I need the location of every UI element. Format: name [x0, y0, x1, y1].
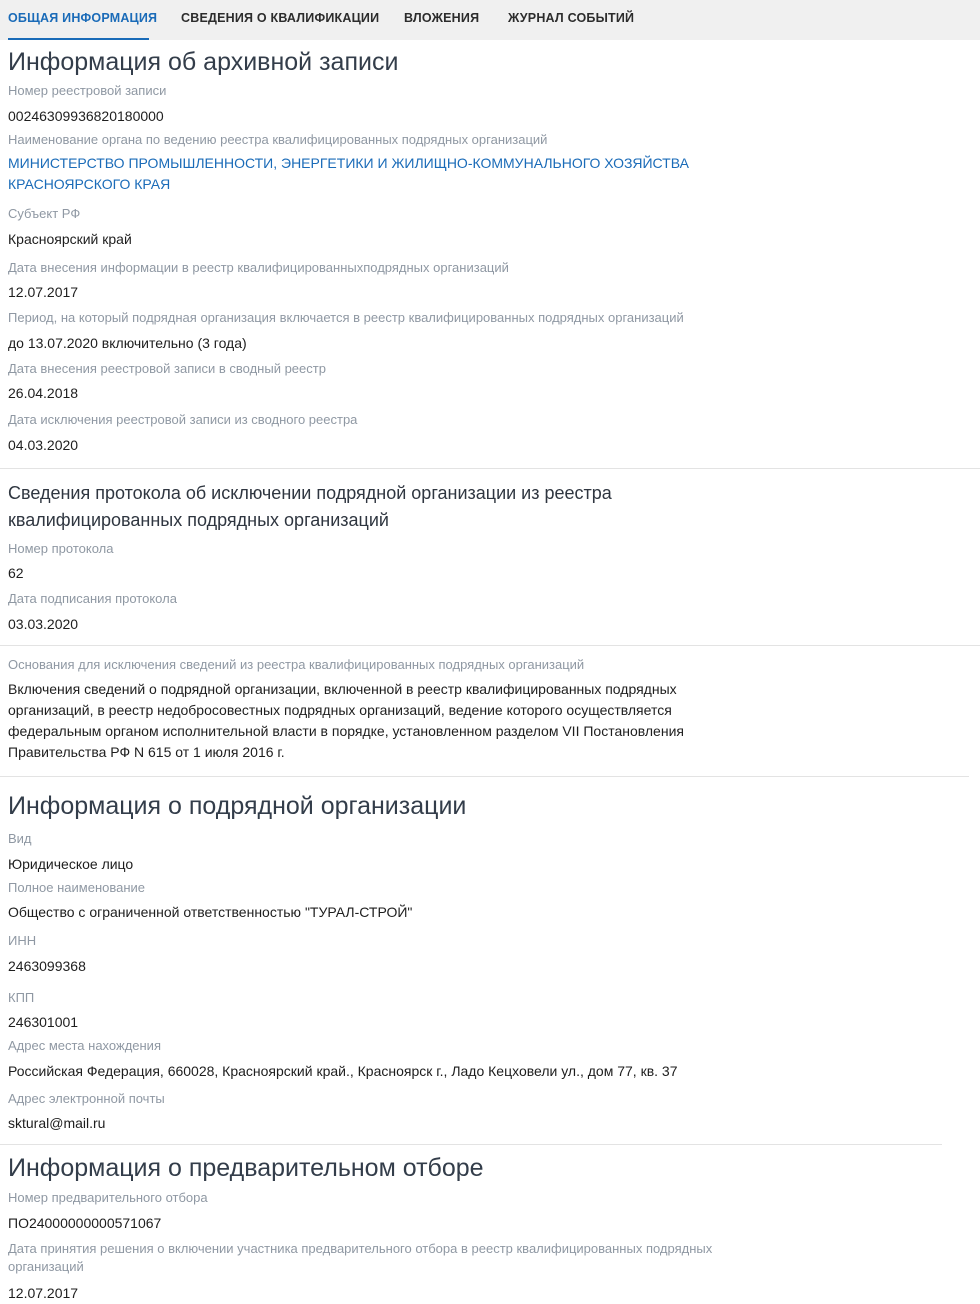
protocol-number-label: Номер протокола [8, 541, 114, 556]
kind-label: Вид [8, 831, 32, 846]
registry-number-label: Номер реестровой записи [8, 83, 167, 98]
tab-bar [0, 0, 980, 40]
protocol-number-value: 62 [8, 565, 24, 581]
kpp-label: КПП [8, 990, 35, 1005]
protocol-sign-date-value: 03.03.2020 [8, 616, 79, 632]
divider [0, 1144, 942, 1145]
divider [0, 776, 969, 777]
subject-value: Красноярский край [8, 231, 132, 247]
subject-label: Субъект РФ [8, 206, 81, 221]
grounds-value: Включения сведений о подрядной организации, включенной в реестр квалифицированных подрядных организаций, в реестр недобросовестных подрядных организаций, ведение которого осуществляется федеральным органом исполнительной власти в порядке, установленном разделом VII Постановления Правительства РФ N 615 от 1 июля 2016 г. [8, 681, 684, 760]
exclusion-label: Дата исключения реестровой записи из сводного реестра [8, 412, 358, 427]
email-label: Адрес электронной почты [8, 1091, 165, 1106]
inn-label: ИНН [8, 933, 37, 948]
decision-date-label: Дата принятия решения о включении участника предварительного отбора в реестр квалифицированных подрядных организаций [8, 1241, 713, 1274]
entry-date-label: Дата внесения информации в реестр квалифицированныхподрядных организаций [8, 260, 509, 275]
period-value: до 13.07.2020 включительно (3 года) [8, 335, 247, 351]
address-label: Адрес места нахождения [8, 1038, 161, 1053]
summary-entry-label: Дата внесения реестровой записи в сводный реестр [8, 361, 326, 376]
protocol-title: Сведения протокола об исключении подрядной организации из реестра квалифицированных подрядных организаций [8, 483, 612, 530]
tab-general-info[interactable]: ОБЩАЯ ИНФОРМАЦИЯ [8, 0, 149, 40]
inn-value: 2463099368 [8, 958, 86, 974]
period-label: Период, на который подрядная организация включается в реестр квалифицированных подрядных организаций [8, 310, 684, 325]
full-name-label: Полное наименование [8, 880, 146, 895]
kpp-value: 246301001 [8, 1014, 79, 1030]
kind-value: Юридическое лицо [8, 856, 134, 872]
registry-number-value: 00246309936820180000 [8, 108, 164, 124]
exclusion-value: 04.03.2020 [8, 437, 79, 453]
summary-entry-value: 26.04.2018 [8, 385, 79, 401]
contractor-title: Информация о подрядной организации [8, 792, 467, 820]
grounds-label: Основания для исключения сведений из реестра квалифицированных подрядных организаций [8, 657, 585, 672]
address-value: Российская Федерация, 660028, Красноярский край., Красноярск г., Ладо Кецховели ул., дом 77, кв. 37 [8, 1063, 678, 1079]
tab-qualification[interactable]: СВЕДЕНИЯ О КВАЛИФИКАЦИИ [181, 11, 380, 25]
authority-link[interactable]: МИНИСТЕРСТВО ПРОМЫШЛЕННОСТИ, ЭНЕРГЕТИКИ И ЖИЛИЩНО-КОММУНАЛЬНОГО ХОЗЯЙСТВА КРАСНОЯРСКОГО КРАЯ [8, 155, 689, 192]
authority-label: Наименование органа по ведению реестра квалифицированных подрядных организаций [8, 132, 548, 147]
preselection-title: Информация о предварительном отборе [8, 1154, 484, 1182]
preselection-number-value: ПО24000000000571067 [8, 1215, 162, 1231]
preselection-number-label: Номер предварительного отбора [8, 1190, 208, 1205]
protocol-sign-date-label: Дата подписания протокола [8, 591, 177, 606]
tab-event-log[interactable]: ЖУРНАЛ СОБЫТИЙ [508, 11, 635, 25]
decision-date-value: 12.07.2017 [8, 1285, 79, 1301]
divider [0, 645, 980, 646]
full-name-value: Общество с ограниченной ответственностью "ТУРАЛ-СТРОЙ" [8, 904, 413, 920]
entry-date-value: 12.07.2017 [8, 284, 79, 300]
archive-title: Информация об архивной записи [8, 48, 399, 76]
tab-attachments[interactable]: ВЛОЖЕНИЯ [404, 11, 480, 25]
divider [0, 468, 980, 469]
email-value: sktural@mail.ru [8, 1115, 106, 1131]
